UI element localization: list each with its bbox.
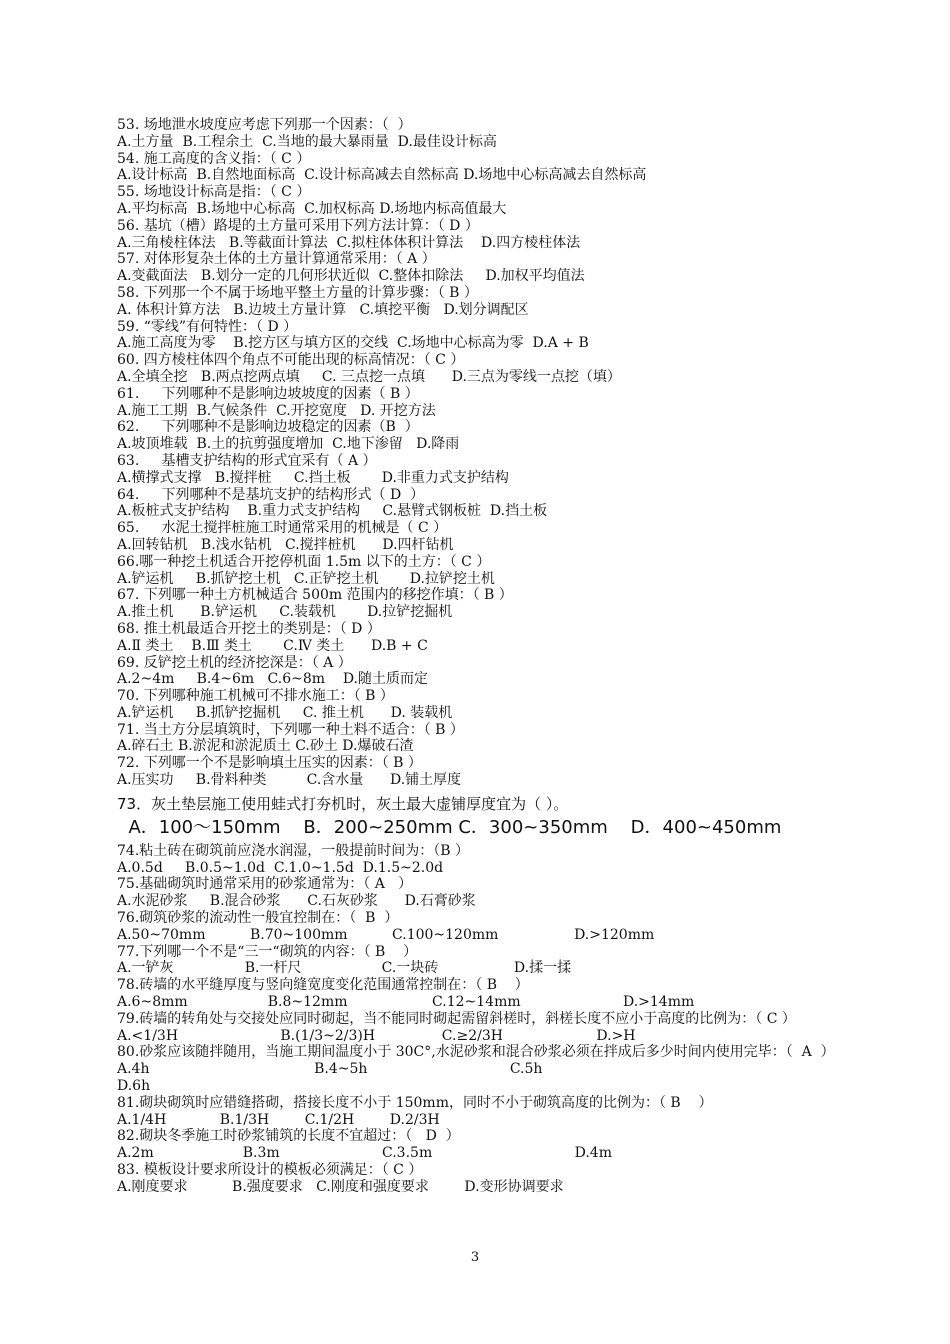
text-line: A.施工高度为零 B.挖方区与填方区的交线 C.场地中心标高为零 D.A + B	[117, 335, 589, 352]
text-line: 60. 四方棱柱体四个角点不可能出现的标高情况：（ C ）	[117, 352, 465, 369]
text-line: A.2~4m B.4~6m C.6~8m D.随土质而定	[117, 671, 429, 688]
text-line: A.Ⅱ 类土 B.Ⅲ 类土 C.Ⅳ 类土 D.B + C	[117, 637, 428, 654]
text-line: A.水泥砂浆 B.混合砂浆 C.石灰砂浆 D.石膏砂浆	[117, 893, 476, 910]
question-80-text: 80.砂浆应该随拌随用，当施工期间温度小于 30C°,水泥砂浆和混合砂浆必须在拌成后多少时间内使用完毕：（ A ）	[117, 1044, 835, 1061]
question-73-text: 73．灰土垫层施工使用蛙式打夯机时，灰土最大虚铺厚度宜为（ ）。	[117, 794, 569, 813]
text-line: A.设计标高 B.自然地面标高 C.设计标高减去自然标高 D.场地中心标高减去自然标高	[117, 167, 647, 184]
text-line: A.0.5d B.0.5~1.0d C.1.0~1.5d D.1.5~2.0d	[117, 859, 444, 876]
page-number: 3	[470, 1250, 480, 1265]
text-line: A.<1/3H B.(1/3~2/3)H C.≥2/3H D.>H	[117, 1027, 636, 1044]
text-line: 83. 模板设计要求所设计的模板必须满足：（ C ）	[117, 1162, 423, 1179]
text-line: 67. 下列哪一种土方机械适合 500m 范围内的移挖作填：（ B ）	[117, 587, 513, 604]
text-line: 61. 下列哪种不是影响边坡坡度的因素（ B ）	[117, 385, 419, 402]
text-line: A.一铲灰 B.一杆尺 C.一块砖 D.揉一揉	[117, 960, 572, 977]
text-line: A.碎石土 B.淤泥和淤泥质土 C.砂土 D.爆破石渣	[117, 738, 414, 755]
text-line: A.铲运机 B.抓铲挖掘机 C. 推土机 D. 装载机	[117, 704, 453, 721]
text-line: 66.哪一种挖土机适合开挖停机面 1.5m 以下的土方：（ C ）	[117, 553, 491, 570]
text-line: 54. 施工高度的含义指：（ C ）	[117, 150, 311, 167]
text-line: 68. 推土机最适合开挖土的类别是：（ D ）	[117, 620, 381, 637]
text-line: 58. 下列那一个不属于场地平整土方量的计算步骤：（ B ）	[117, 284, 478, 301]
text-line: 71. 当土方分层填筑时，下列哪一种土料不适合：（ B ）	[117, 721, 464, 738]
text-line: 63. 基槽支护结构的形式宜采有（ A ）	[117, 452, 377, 469]
text-line: A.回转钻机 B.浅水钻机 C.搅拌桩机 D.四杆钻机	[117, 536, 454, 553]
text-line: 81.砌块砌筑时应错缝搭砌，搭接长度不小于 150mm，同时不小于砌筑高度的比例为：（ B ）	[117, 1094, 713, 1111]
text-line: A.50~70mm B.70~100mm C.100~120mm D.>120mm	[117, 926, 655, 943]
text-line: A.变截面法 B.划分一定的几何形状近似 C.整体扣除法 D.加权平均值法	[117, 268, 585, 285]
text-line: 56. 基坑（槽）路堤的土方量可采用下列方法计算：（ D ）	[117, 217, 479, 234]
text-line: A.坡顶堆载 B.土的抗剪强度增加 C.地下渗留 D.降雨	[117, 436, 460, 453]
text-line: 70. 下列哪种施工机械可不排水施工：（ B ）	[117, 688, 394, 705]
page-content	[117, 117, 897, 1196]
text-line: A.横撑式支撑 B.搅拌桩 C.挡土板 D.非重力式支护结构	[117, 469, 509, 486]
text-line: A.2m B.3m C.3.5m D.4m	[117, 1145, 612, 1162]
text-line: 74.粘土砖在砌筑前应浇水润湿，一般提前时间为：（B ）	[117, 842, 470, 859]
text-line: A.6~8mm B.8~12mm C.12~14mm D.>14mm	[117, 994, 695, 1011]
questions-53-72	[117, 117, 897, 789]
question-73-options: A．100～150mm B．200~250mm C．300~350mm D．400~450mm	[117, 816, 782, 838]
text-line: A.板桩式支护结构 B.重力式支护结构 C.悬臂式钢板桩 D.挡土板	[117, 503, 548, 520]
questions-80-83	[117, 1061, 897, 1195]
text-line: A.4h B.4~5h C.5h	[117, 1061, 543, 1078]
text-line: A.推土机 B.铲运机 C.装载机 D.拉铲挖掘机	[117, 604, 453, 621]
text-line: 65. 水泥土搅拌桩施工时通常采用的机械是（ C ）	[117, 520, 448, 537]
text-line: 78.砖墙的水平缝厚度与竖向缝宽度变化范围通常控制在：（ B ）	[117, 977, 529, 994]
text-line: A.压实功 B.骨料种类 C.含水量 D.铺土厚度	[117, 772, 462, 789]
text-line: 59. “零线”有何特性：（ D ）	[117, 318, 298, 335]
text-line: 72. 下列哪一个不是影响填土压实的因素：（ B ）	[117, 755, 422, 772]
text-line: 76.砌筑砂浆的流动性一般宜控制在：（ B ）	[117, 910, 399, 927]
text-line: A.全填全挖 B.两点挖两点填 C. 三点挖一点填 D.三点为零线一点挖（填）	[117, 368, 621, 385]
text-line: A.铲运机 B.抓铲挖土机 C.正铲挖土机 D.拉铲挖土机	[117, 570, 495, 587]
text-line: A.施工工期 B.气候条件 C.开挖宽度 D. 开挖方法	[117, 402, 436, 419]
text-line: A.1/4H B.1/3H C.1/2H D.2/3H	[117, 1111, 440, 1128]
text-line: 55. 场地设计标高是指：（ C ）	[117, 184, 311, 201]
text-line: D.6h	[117, 1078, 151, 1095]
question-79-text: 79.砖墙的转角处与交接处应同时砌起，当不能同时砌起需留斜槎时，斜槎长度不应小于高度的比例为：（ C ）	[117, 1010, 796, 1027]
text-line: A.三角棱柱体法 B.等截面计算法 C.拟柱体体积计算法 D.四方棱柱体法	[117, 234, 581, 251]
text-line: 62. 下列哪种不是影响边坡稳定的因素（B ）	[117, 419, 419, 436]
text-line: 77.下列哪一个不是“三一“砌筑的内容：（ B ）	[117, 943, 418, 960]
text-line: 69. 反铲挖土机的经济挖深是：（ A ）	[117, 654, 352, 671]
text-line: A.刚度要求 B.强度要求 C.刚度和强度要求 D.变形协调要求	[117, 1178, 564, 1195]
question-79-options	[117, 1028, 897, 1045]
text-line: 57. 对体形复杂土体的土方量计算通常采用：（ A ）	[117, 251, 436, 268]
questions-74-78	[117, 843, 897, 1011]
text-line: 53. 场地泄水坡度应考虑下列那一个因素：（ ）	[117, 117, 412, 133]
text-line: 64. 下列哪种不是基坑支护的结构形式（ D ）	[117, 486, 425, 503]
text-line: A. 体积计算方法 B.边坡土方量计算 C.填挖平衡 D.划分调配区	[117, 301, 529, 318]
text-line: 82.砌块冬季施工时砂浆铺筑的长度不宜超过：（ D ）	[117, 1128, 460, 1145]
text-line: A.平均标高 B.场地中心标高 C.加权标高 D.场地内标高值最大	[117, 200, 507, 217]
text-line: 75.基础砌筑时通常采用的砂浆通常为：（ A ）	[117, 876, 413, 893]
text-line: A.土方量 B.工程余土 C.当地的最大暴雨量 D.最佳设计标高	[117, 133, 497, 150]
